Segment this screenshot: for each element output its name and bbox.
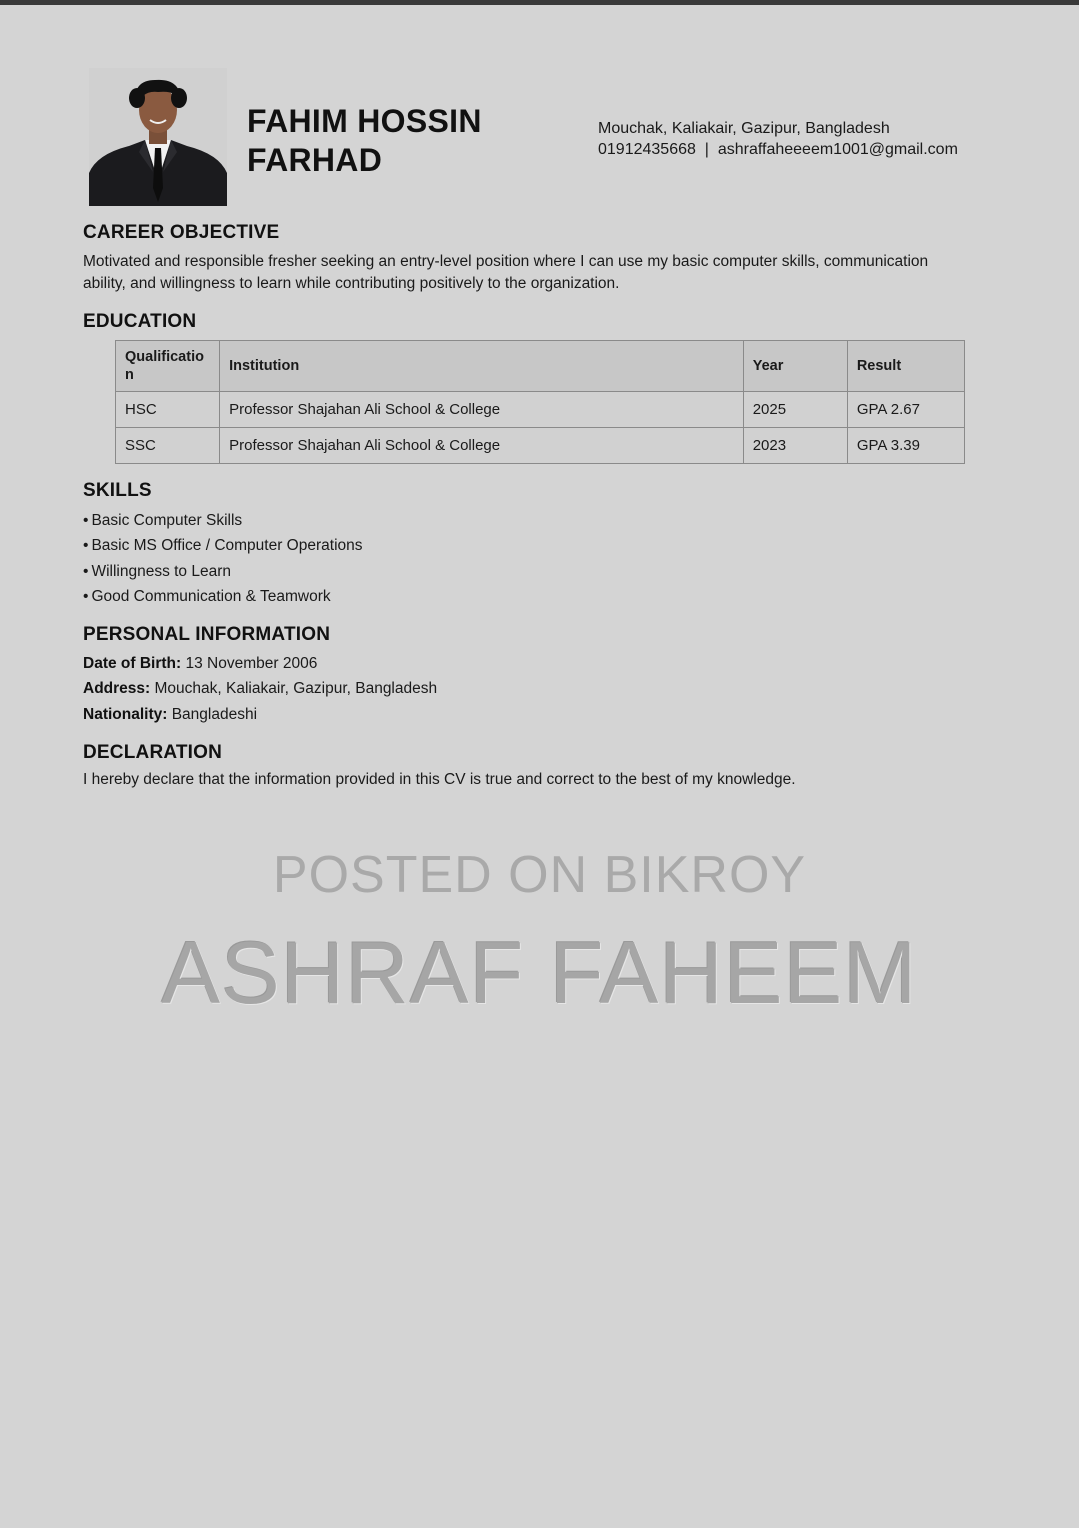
declaration-text: I hereby declare that the information provided in this CV is true and correct to the best of my knowledge. <box>83 771 796 788</box>
column-header-year: Year <box>743 341 847 392</box>
cell-year: 2023 <box>743 428 847 464</box>
list-item: • Basic Computer Skills <box>83 508 363 533</box>
address-row <box>83 676 437 701</box>
cell-qualification: SSC <box>116 428 220 464</box>
skills-heading: SKILLS <box>83 480 152 501</box>
nationality-row <box>83 702 437 727</box>
nationality-label: Nationality: <box>83 705 168 723</box>
cell-institution: Professor Shajahan Ali School & College <box>220 392 744 428</box>
watermark-line-1: POSTED ON BIKROY <box>272 846 807 904</box>
dob-row <box>83 651 437 676</box>
cell-result: GPA 2.67 <box>847 392 964 428</box>
education-table <box>115 340 965 464</box>
watermark-line-2: ASHRAF FAHEEM <box>161 923 918 1022</box>
contact-block <box>598 118 958 160</box>
top-border <box>0 0 1079 5</box>
name-line-1: FAHIM HOSSIN <box>247 103 482 139</box>
career-objective-text: Motivated and responsible fresher seeking an entry-level position where I can use my basic computer skills, communication ability, and willingness to learn while contributing positively to the organization. <box>83 253 929 292</box>
candidate-name <box>247 102 577 180</box>
address-label: Address: <box>83 680 151 698</box>
personal-information-heading: PERSONAL INFORMATION <box>83 624 331 645</box>
skills-list <box>83 508 363 609</box>
cell-institution: Professor Shajahan Ali School & College <box>220 428 744 464</box>
cell-year: 2025 <box>743 392 847 428</box>
column-header-qualification: Qualification <box>116 341 220 392</box>
contact-address: Mouchak, Kaliakair, Gazipur, Bangladesh <box>598 120 890 137</box>
column-header-institution: Institution <box>220 341 744 392</box>
cell-result: GPA 3.39 <box>847 428 964 464</box>
cell-qualification: HSC <box>116 392 220 428</box>
personal-information-block <box>83 651 437 727</box>
name-line-2: FARHAD <box>247 142 383 178</box>
address-value: Mouchak, Kaliakair, Gazipur, Bangladesh <box>154 680 438 698</box>
education-heading: EDUCATION <box>83 311 197 332</box>
declaration-heading: DECLARATION <box>83 742 223 763</box>
list-item: • Good Communication & Teamwork <box>83 584 363 609</box>
table-row <box>116 392 965 428</box>
dob-label: Date of Birth: <box>83 655 182 672</box>
career-objective-heading: CAREER OBJECTIVE <box>83 222 280 243</box>
dob-value: 13 November 2006 <box>185 655 318 672</box>
profile-photo <box>89 68 227 206</box>
table-row <box>116 428 965 464</box>
list-item: • Basic MS Office / Computer Operations <box>83 533 363 558</box>
contact-phone-email: 01912435668 | ashraffaheeeem1001@gmail.com <box>598 141 958 158</box>
list-item: • Willingness to Learn <box>83 559 363 584</box>
nationality-value: Bangladeshi <box>171 705 258 723</box>
column-header-result: Result <box>847 341 964 392</box>
table-header-row <box>116 341 965 392</box>
